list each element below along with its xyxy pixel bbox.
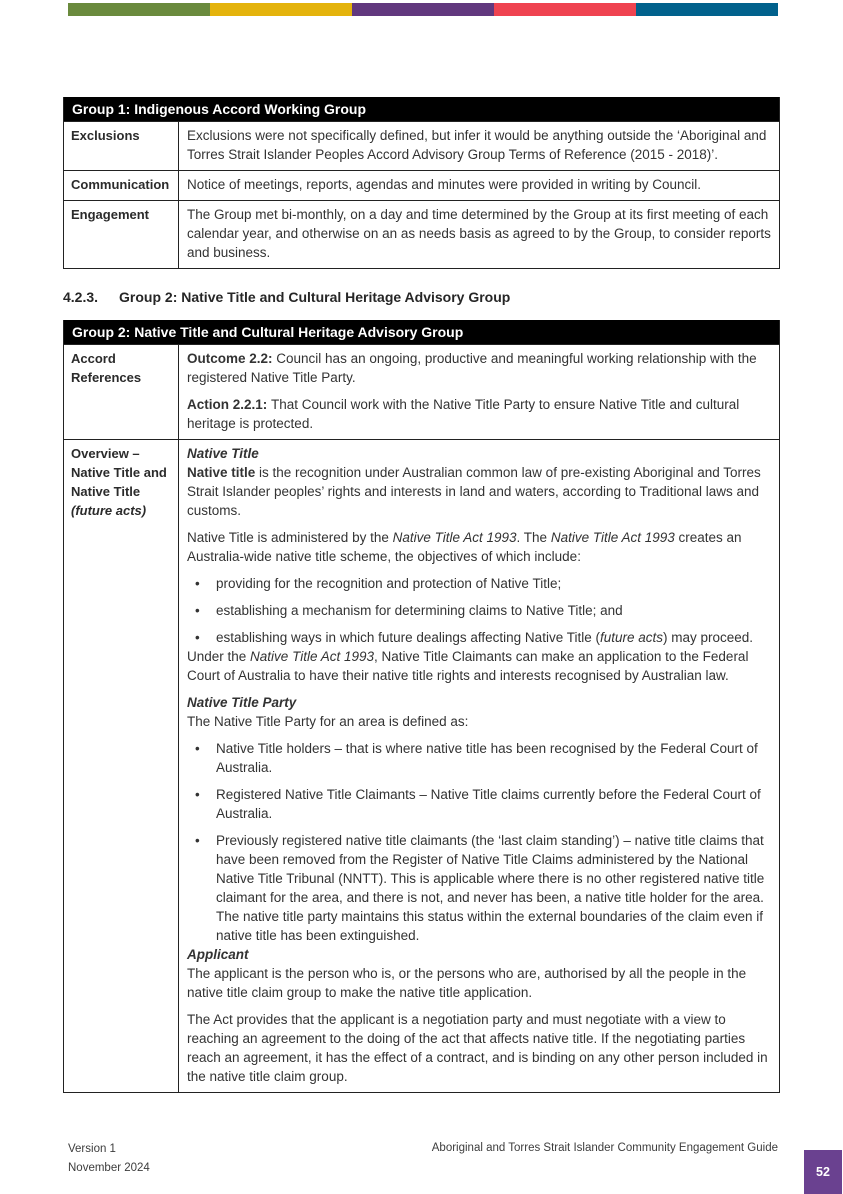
table-row — [64, 121, 779, 170]
group1-table — [63, 97, 780, 269]
footer-version — [68, 1140, 150, 1178]
paragraph — [187, 444, 771, 463]
text-run: (future acts) — [71, 503, 147, 518]
page-number-badge: 52 — [804, 1150, 842, 1194]
row-content — [179, 171, 779, 200]
bullet-item — [187, 574, 771, 593]
text-run: Native Title Act 1993 — [250, 649, 374, 664]
text-run: Applicant — [187, 947, 249, 962]
table-body — [64, 344, 779, 1092]
text-run: establishing a mechanism for determining claims to Native Title; and — [216, 603, 623, 618]
bullet-item — [187, 739, 771, 777]
version-line: Version 1 — [68, 1143, 116, 1155]
table-row — [64, 200, 779, 268]
accent-segment — [68, 3, 210, 16]
accent-segment — [494, 3, 636, 16]
text-run: Native Title — [187, 446, 259, 461]
text-run: , Native Title Claimants can make an application to the Federal Court of Australia to have their native title rights and interests recognised by Australian law. — [187, 649, 749, 683]
table-header: Group 2: Native Title and Cultural Heritage Advisory Group — [64, 320, 779, 344]
text-run: Native Title is administered by the — [187, 530, 393, 545]
text-run: The applicant is the person who is, or the persons who are, authorised by all the people in the native title claim group to make the native title application. — [187, 966, 747, 1000]
accent-segment — [636, 3, 778, 16]
text-run: Action 2.2.1: — [187, 397, 272, 412]
text-run: Registered Native Title Claimants – Native Title claims currently before the Federal Court of Australia. — [216, 787, 761, 821]
text-run: . The — [516, 530, 551, 545]
paragraph — [187, 945, 771, 964]
section-number: 4.2.3. — [63, 289, 99, 305]
text-run: creates an Australia-wide native title scheme, the objectives of which include: — [187, 530, 742, 564]
row-content — [179, 440, 779, 1092]
paragraph — [187, 647, 771, 685]
section-heading — [63, 289, 510, 305]
table-header: Group 1: Indigenous Accord Working Group — [64, 97, 779, 121]
text-run: Council has an ongoing, productive and meaningful working relationship with the registered Native Title Party. — [187, 351, 757, 385]
row-content — [179, 122, 779, 170]
text-run: The Group met bi-monthly, on a day and time determined by the Group at its first meeting of each calendar year, and otherwise on an as needs basis as agreed to by the Group, to consider reports and business. — [187, 207, 771, 260]
paragraph — [187, 712, 771, 731]
row-label — [64, 345, 179, 439]
text-run: The Native Title Party for an area is defined as: — [187, 714, 469, 729]
text-run: Communication — [71, 177, 170, 192]
text-run: Native title — [187, 465, 260, 480]
row-content — [179, 345, 779, 439]
paragraph — [187, 693, 771, 712]
paragraph — [187, 126, 771, 164]
bullet-item — [187, 785, 771, 823]
table-row — [64, 439, 779, 1092]
top-accent-bar — [68, 3, 778, 16]
group2-table — [63, 320, 780, 1093]
text-run: Native Title Party — [187, 695, 297, 710]
paragraph — [187, 395, 771, 433]
text-run: Previously registered native title claimants (the ‘last claim standing’) – native title claims that have been removed from the Register of Native Title Claims administered by the National Native Title Tribunal (NNTT). This is applicable where there is no other registered native title claimant for the area, and there is not, and never has been, a native title holder for the area. The native title party maintains this status within the external boundaries of the claim even if native title has been extinguished. — [216, 833, 765, 943]
row-label — [64, 122, 179, 170]
paragraph — [187, 463, 771, 520]
text-run: Overview – Native Title and Native Title — [71, 446, 167, 499]
table-row — [64, 344, 779, 439]
row-label — [64, 171, 179, 200]
text-run: Native Title Act 1993 — [550, 530, 675, 545]
table-row — [64, 170, 779, 200]
text-run: Accord References — [71, 351, 142, 385]
text-run: Exclusions were not specifically defined, but infer it would be anything outside the ‘Aboriginal and Torres Strait Islander Peoples Accord Advisory Group Terms of Reference (2015 - 2018)’. — [187, 128, 767, 162]
footer-guide-title: Aboriginal and Torres Strait Islander Community Engagement Guide — [431, 1142, 778, 1154]
bullet-item — [187, 831, 771, 945]
table-body — [64, 121, 779, 268]
paragraph — [187, 349, 771, 387]
text-run: future acts — [599, 630, 663, 645]
paragraph — [187, 1010, 771, 1086]
text-run: Under the — [187, 649, 251, 664]
text-run: establishing ways in which future dealings affecting Native Title ( — [216, 630, 600, 645]
bullet-list — [187, 739, 771, 945]
text-run: Engagement — [71, 207, 150, 222]
text-run: Notice of meetings, reports, agendas and minutes were provided in writing by Council. — [187, 177, 702, 192]
text-run: Outcome 2.2: — [187, 351, 277, 366]
paragraph — [187, 175, 771, 194]
paragraph — [187, 205, 771, 262]
row-content — [179, 201, 779, 268]
accent-segment — [352, 3, 494, 16]
paragraph — [187, 964, 771, 1002]
row-label — [64, 440, 179, 1092]
row-label — [64, 201, 179, 268]
bullet-list — [187, 574, 771, 647]
text-run: The Act provides that the applicant is a negotiation party and must negotiate with a view to reaching an agreement to the doing of the act that affects native title. If the negotiating parties reach an agreement, it has the effect of a contract, and is binding on any other person included in the native title claim group. — [187, 1012, 768, 1084]
text-run: providing for the recognition and protection of Native Title; — [216, 576, 562, 591]
text-run: Native Title Act 1993 — [392, 530, 517, 545]
text-run: That Council work with the Native Title Party to ensure Native Title and cultural heritage is protected. — [187, 397, 740, 431]
text-run: Native Title holders – that is where native title has been recognised by the Federal Court of Australia. — [216, 741, 758, 775]
accent-segment — [210, 3, 352, 16]
version-date: November 2024 — [68, 1162, 150, 1174]
bullet-item — [187, 628, 771, 647]
section-title: Group 2: Native Title and Cultural Heritage Advisory Group — [119, 289, 511, 305]
paragraph — [187, 528, 771, 566]
text-run: is the recognition under Australian common law of pre-existing Aboriginal and Torres Strait Islander peoples’ rights and interests in land and waters, according to Traditional laws and customs. — [187, 465, 761, 518]
text-run: Exclusions — [71, 128, 140, 143]
text-run: ) may proceed. — [662, 630, 754, 645]
bullet-item — [187, 601, 771, 620]
